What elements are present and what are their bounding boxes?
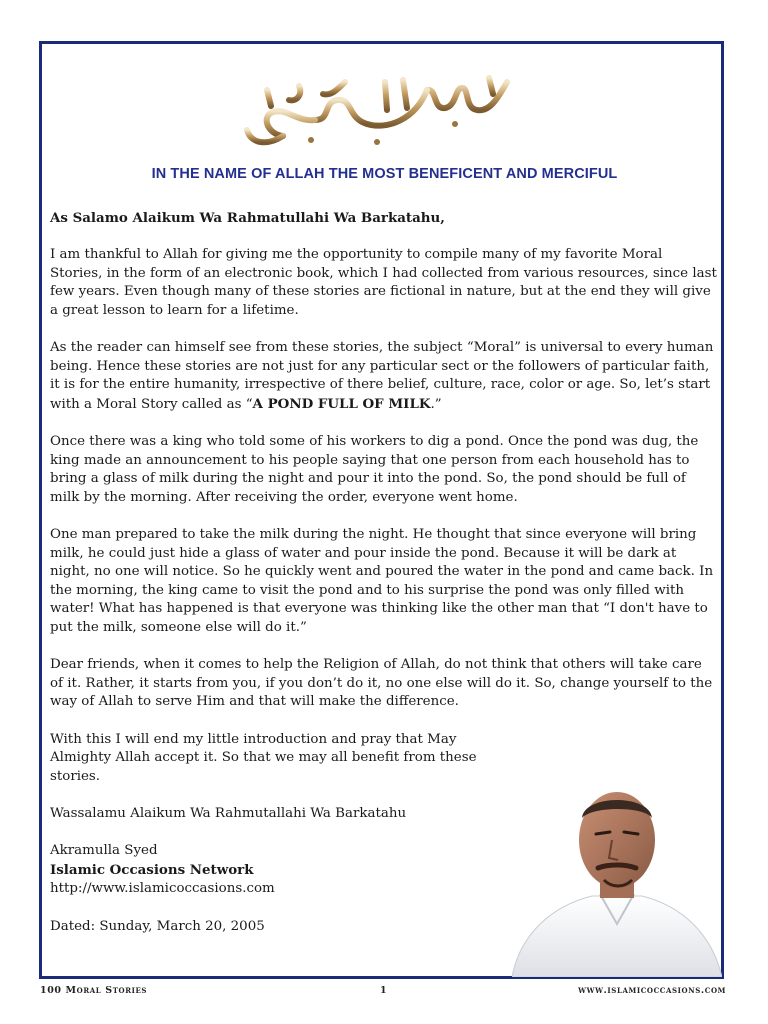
closing-greeting: Wassalamu Alaikum Wa Rahmutallahi Wa Barkatahu — [50, 806, 407, 821]
paragraph-closing-prayer: With this I will end my little introduction and pray that May Almighty Allah accept it. So that we may all benefit from these stories. — [50, 731, 477, 784]
paragraph-intro: I am thankful to Allah for giving me the opportunity to compile many of my favorite Moral Stories, in the form of an electronic book, which I had collected from various resources, since last few years. Even though many of these stories are fictional in nature, but at the end they will give a great lesson to learn for a lifetime. — [50, 247, 717, 318]
footer-page-number: 1 — [380, 985, 388, 996]
organization-name: Islamic Occasions Network — [50, 861, 254, 878]
footer-book-title: 100 Moral Stories — [40, 985, 148, 996]
paragraph-moral-subject — [50, 339, 718, 414]
author-name: Akramulla Syed — [50, 843, 158, 859]
paragraph-lesson: Dear friends, when it comes to help the Religion of Allah, do not think that others will take care of it. Rather, it starts from you, if you don’t do it, no one else will do it. So, change yourself to the way of Allah to serve Him and that will make the difference. — [50, 657, 713, 710]
paragraph-moral-subject-text: As the reader can himself see from these stories, the subject “Moral” is universal to every human being. Hence these stories are not just for any particular sect or the followers of particular faith, it is for the entire humanity, irrespective of there belief, culture, race, color or age. So, let’s start with a Moral Story called as “ — [50, 340, 714, 412]
paragraph-story-part1: Once there was a king who told some of his workers to dig a pond. Once the pond was dug, the king made an announcement to his people saying that one person from each household has to bring a glass of milk during the night and pour it into the pond. So, the pond should be full of milk by the morning. After receiving the order, everyone went home. — [50, 434, 699, 505]
story-title: A POND FULL OF MILK — [252, 395, 431, 412]
paragraph-story-part2: One man prepared to take the milk during the night. He thought that since everyone will bring milk, he could just hide a glass of water and pour inside the pond. Because it will be dark at night, no one will notice. So he quickly went and poured the water in the pond and came back. In the morning, the king came to visit the pond and to his surprise the pond was only filled with water! What has happened is that everyone was thinking like the other man that “I don't have to put the milk, someone else will do it.” — [50, 527, 714, 636]
basmala-calligraphy-image — [227, 60, 527, 160]
paragraph-moral-subject-end: .” — [430, 396, 442, 412]
page-heading: IN THE NAME OF ALLAH THE MOST BENEFICENT AND MERCIFUL — [151, 166, 618, 182]
website-link[interactable]: http://www.islamicoccasions.com — [50, 881, 275, 897]
salutation: As Salamo Alaikum Wa Rahmatullahi Wa Barkatahu, — [50, 210, 445, 226]
date-line: Dated: Sunday, March 20, 2005 — [50, 918, 265, 934]
footer-website[interactable]: www.islamicoccasions.com — [578, 985, 726, 996]
author-photo — [512, 784, 722, 977]
